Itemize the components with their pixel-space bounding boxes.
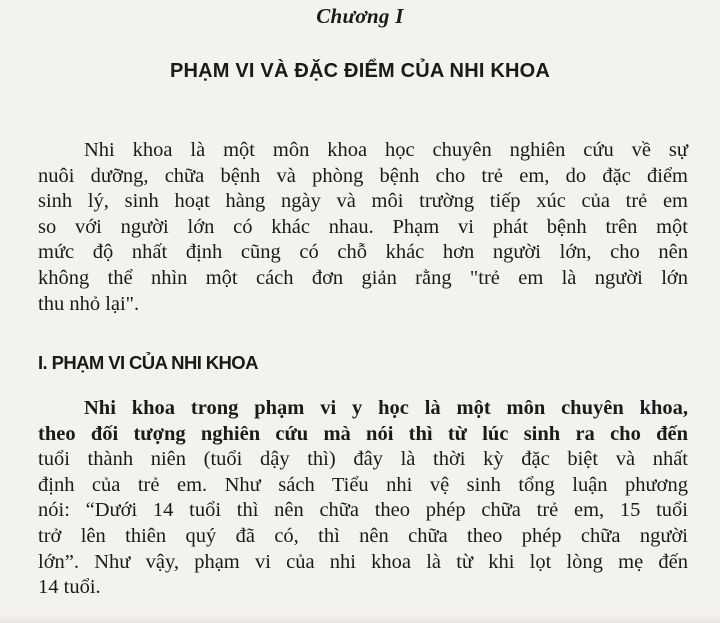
text-line: tuổi thành niên (tuổi dậy thì) đây là thời kỳ đặc biệt và nhất (38, 448, 688, 471)
text-line: nói: “Dưới 14 tuổi thì nên chữa theo phép chữa trẻ em, 15 tuổi (38, 499, 688, 522)
text-line: lớn”. Như vậy, phạm vi của nhi khoa là từ khi lọt lòng mẹ đến (38, 550, 688, 573)
text-line: 14 tuổi. (38, 576, 101, 599)
chapter-title: PHẠM VI VÀ ĐẶC ĐIỂM CỦA NHI KHOA (169, 60, 551, 82)
text-line: sinh lý, sinh hoạt hàng ngày và môi trường tiếp xúc của trẻ em (38, 190, 688, 213)
text-line: thu nhỏ lại". (38, 292, 140, 315)
text-line: không thể nhìn một cách đơn giản rằng "trẻ em là người lớn (38, 266, 688, 289)
text-line: nuôi dưỡng, chữa bệnh và phòng bệnh cho trẻ em, do đặc điểm (38, 164, 688, 187)
text-line: theo đối tượng nghiên cứu mà nói thì từ lúc sinh ra cho đến (38, 422, 688, 445)
page-bottom-shadow (0, 615, 720, 623)
text-line: Nhi khoa là một môn khoa học chuyên nghiên cứu về sự (84, 139, 688, 161)
text-line: mức độ nhất định cũng có chỗ khác hơn người lớn, cho nên (38, 241, 688, 264)
intro-paragraph (38, 138, 688, 317)
text-line: định của trẻ em. Như sách Tiểu nhi vệ sinh tổng luận phương (38, 473, 688, 496)
chapter-label: Chương I (316, 4, 404, 28)
section-heading: I. PHẠM VI CỦA NHI KHOA (38, 352, 258, 373)
text-line: so với người lớn có khác nhau. Phạm vi phát bệnh trên một (38, 215, 688, 238)
text-line: Nhi khoa trong phạm vi y học là một môn chuyên khoa, (84, 397, 688, 419)
section-paragraph (38, 396, 688, 601)
text-line: trở lên thiên quý đã có, thì nên chữa theo phép chữa người (38, 524, 688, 547)
